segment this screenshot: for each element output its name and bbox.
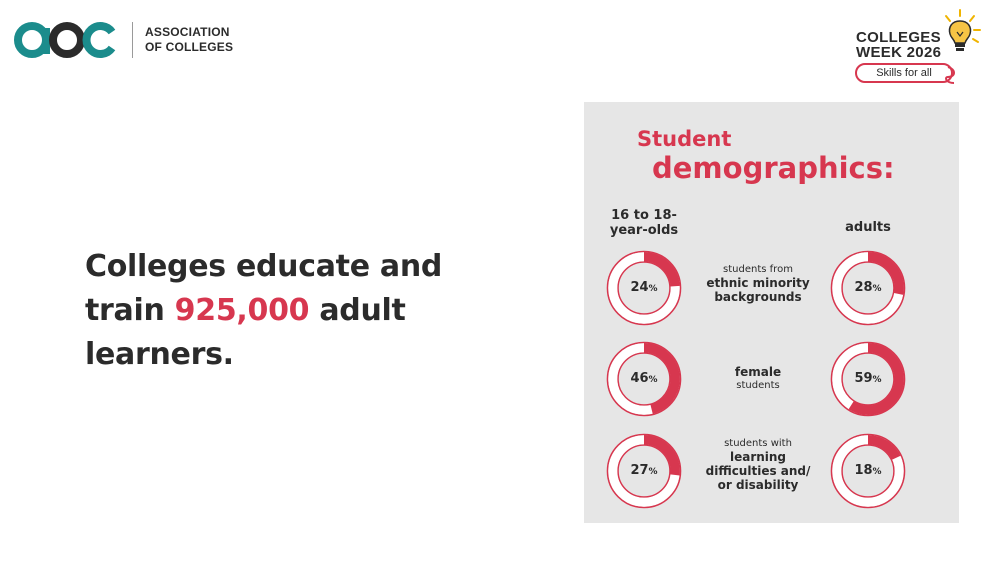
donut-unit: %	[872, 284, 882, 294]
donut-value	[605, 340, 683, 418]
row-label-big: learning difficulties and/ or disability	[705, 450, 811, 492]
demographics-infographic	[584, 102, 959, 523]
headline-part-1: Colleges educate and train	[85, 249, 443, 328]
donut-unit: %	[872, 467, 882, 477]
donut-number: 46	[630, 371, 649, 386]
donut-unit: %	[648, 375, 658, 385]
donut-value	[829, 249, 907, 327]
column-header-adults: adults	[845, 220, 891, 235]
colleges-week-line-2: WEEK 2026	[856, 44, 942, 61]
row-label-small-top: students from	[723, 264, 793, 275]
donut-16-18-ethnic-minority	[605, 249, 683, 327]
donut-number: 24	[630, 280, 649, 295]
row-label-small-top: students with	[724, 438, 792, 449]
column-header-16-18: 16 to 18-year-olds	[609, 208, 679, 238]
donut-16-18-female	[605, 340, 683, 418]
aoc-line-2: OF COLLEGES	[145, 40, 234, 54]
infographic-title-line-1: Student	[637, 127, 732, 151]
donut-value	[605, 249, 683, 327]
donut-number: 28	[854, 280, 873, 295]
donut-adults-female	[829, 340, 907, 418]
headline	[85, 245, 525, 377]
aoc-mark-icon	[14, 18, 118, 62]
donut-number: 27	[630, 463, 649, 478]
row-label-female	[694, 365, 822, 392]
row-label-small-bottom: students	[736, 380, 780, 391]
aoc-line-1: ASSOCIATION	[145, 25, 230, 39]
row-label-ethnic-minority	[694, 263, 822, 304]
donut-value	[605, 432, 683, 510]
donut-value	[829, 340, 907, 418]
colleges-week-tagline: Skills for all	[855, 63, 953, 83]
donut-unit: %	[648, 467, 658, 477]
donut-unit: %	[872, 375, 882, 385]
donut-adults-learning-difficulties	[829, 432, 907, 510]
donut-number: 59	[854, 371, 873, 386]
row-label-big: ethnic minority backgrounds	[706, 276, 810, 304]
donut-number: 18	[854, 463, 873, 478]
donut-value	[829, 432, 907, 510]
donut-unit: %	[648, 284, 658, 294]
aoc-logo	[14, 18, 234, 62]
aoc-divider	[132, 22, 133, 58]
donut-adults-ethnic-minority	[829, 249, 907, 327]
aoc-wordmark	[145, 25, 233, 55]
row-label-big: female	[734, 365, 782, 379]
colleges-week-line-1: COLLEGES	[856, 29, 941, 46]
row-label-learning-difficulties	[694, 437, 822, 492]
headline-highlight: 925,000	[174, 293, 310, 328]
colleges-week-logo	[850, 8, 990, 88]
lightbulb-icon	[936, 8, 986, 58]
squiggle-icon	[944, 65, 958, 85]
infographic-title-line-2: demographics:	[652, 151, 895, 185]
colleges-week-title	[856, 30, 941, 60]
donut-16-18-learning-difficulties	[605, 432, 683, 510]
headline-part-2: adult learners.	[85, 293, 406, 372]
